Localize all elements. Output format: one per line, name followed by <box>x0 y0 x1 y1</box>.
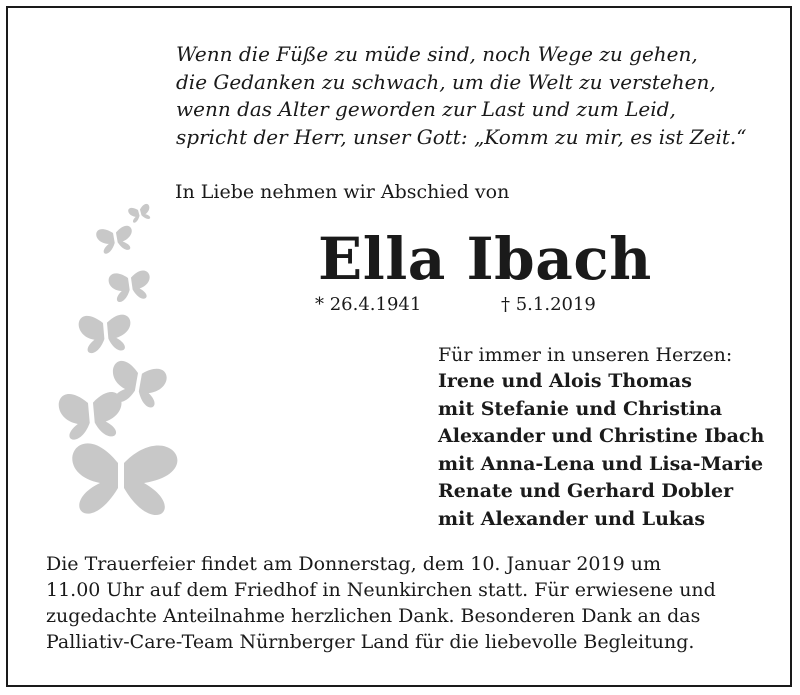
butterflies-icon <box>38 198 198 528</box>
family-member: Renate und Gerhard Dobler <box>438 480 734 502</box>
poem-line: spricht der Herr, unser Gott: „Komm zu mir, es ist Zeit.“ <box>176 124 747 149</box>
funeral-info <box>46 551 766 655</box>
farewell-intro: In Liebe nehmen wir Abschied von <box>175 181 510 203</box>
funeral-info-line: 11.00 Uhr auf dem Friedhof in Neunkirchen statt. Für erwiesene und <box>46 579 716 601</box>
family-member: mit Anna-Lena und Lisa-Marie <box>438 452 764 475</box>
family-member: Alexander und Christine Ibach <box>438 425 765 447</box>
family-intro: Für immer in unseren Herzen: <box>438 344 733 366</box>
obituary-notice <box>6 6 792 687</box>
funeral-info-line: zugedachte Anteilnahme herzlichen Dank. Besonderen Dank an das <box>46 605 701 627</box>
deceased-name: Ella Ibach <box>318 225 652 293</box>
funeral-info-line: Palliativ-Care-Team Nürnberger Land für die liebevolle Begleitung. <box>46 631 695 653</box>
family-member: mit Stefanie und Christina <box>438 397 723 420</box>
poem-line: Wenn die Füße zu müde sind, noch Wege zu gehen, <box>176 42 698 66</box>
poem <box>176 41 776 151</box>
poem-line: wenn das Alter geworden zur Last und zum Leid, <box>176 97 676 121</box>
poem-line: die Gedanken zu schwach, um die Welt zu verstehen, <box>176 69 716 94</box>
family-member: mit Alexander und Lukas <box>438 507 706 530</box>
birth-date: * 26.4.1941 <box>315 294 422 315</box>
family-block <box>438 342 778 533</box>
death-date: † 5.1.2019 <box>501 294 596 315</box>
funeral-info-line: Die Trauerfeier findet am Donnerstag, dem 10. Januar 2019 um <box>46 553 661 575</box>
family-member: Irene und Alois Thomas <box>438 370 692 392</box>
